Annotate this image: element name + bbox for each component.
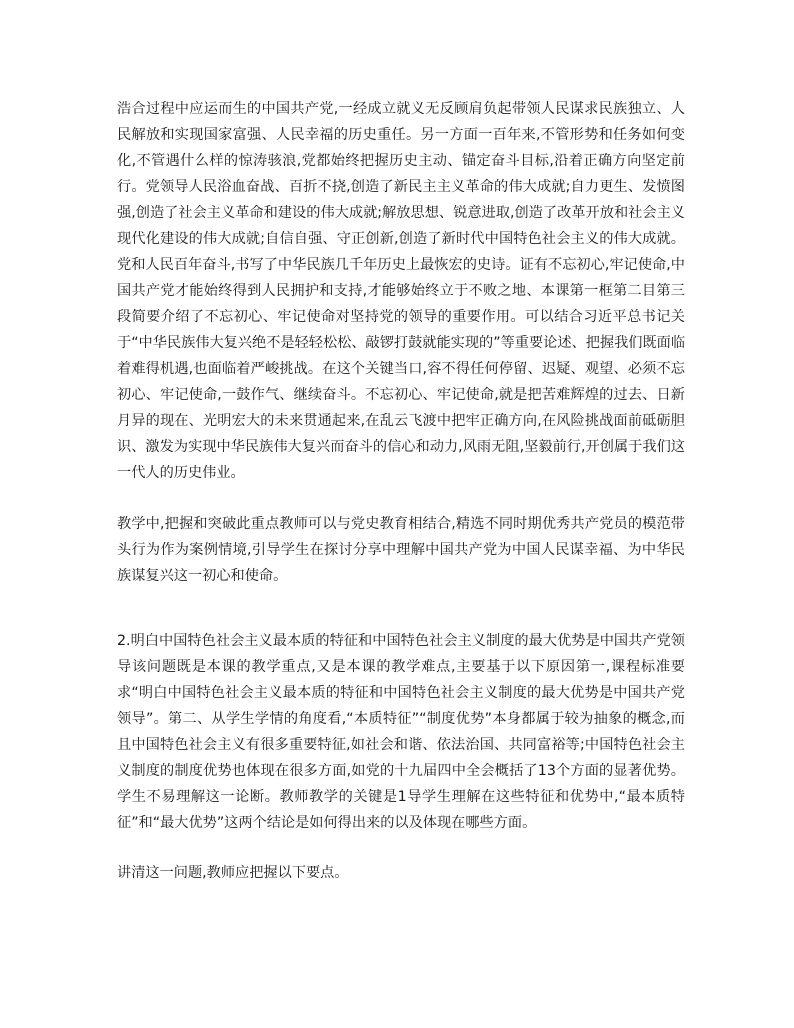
paragraph-lead-in: 讲清这一问题,教师应把握以下要点。 bbox=[117, 865, 349, 881]
paragraph-key-point-2: 2.明白中国特色社会主义最本质的特征和中国特色社会主义制度的最大优势是中国共产党领导该问题既是本课的教学重点,又是本课的教学难点,主要基于以下原因第一,课程标准要求“明白中国特色社会主义最本质的特征和中国特色社会主义制度的最大优势是中国共产党领导”。第二、从学生学情的角度看,“本质特征”“制度优势”本身都属于较为抽象的概念,而且中国特色社会主义有很多重要特征,如社会和谐、依法治国、共同富裕等;中国特色社会主义制度的制度优势也体现在很多方面,如党的十九届四中全会概括了13个方面的显著优势。学生不易理解这一论断。教师教学的关键是1导学生理解在这些特征和优势中,“最本质特征”和“最大优势”这两个结论是如何得出来的以及体现在哪些方面。 bbox=[117, 633, 685, 831]
paragraph-teaching-method: 教学中,把握和突破此重点教师可以与党史教育相结合,精选不同时期优秀共产党员的模范带头行为作为案例情境,引导学生在探讨分享中理解中国共产党为中国人民谋幸福、为中华民族谋复兴这一初心和使命。 bbox=[117, 516, 685, 584]
paragraph-historical-mission: 浩合过程中应运而生的中国共产党,一经成立就义无反顾肩负起带领人民谋求民族独立、人民解放和实现国家富强、人民幸福的历史重任。另一方面一百年来,不管形势和任务如何变化,不管遇什么样的惊涛骇浪,党都始终把握历史主动、锚定奋斗目标,沿着正确方向坚定前行。党领导人民浴血奋战、百折不挠,创造了新民主主义革命的伟大成就;自力更生、发愤图强,创造了社会主义革命和建设的伟大成就;解放思想、锐意进取,创造了改革开放和社会主义现代化建设的伟大成就;自信自强、守正创新,创造了新时代中国特色社会主义的伟大成就。党和人民百年奋斗,书写了中华民族几千年历史上最恢宏的史诗。证有不忘初心,牢记使命,中国共产党才能始终得到人民拥护和支持,才能够始终立于不败之地、本课第一框第二目第三段简要介绍了不忘初心、牢记使命对坚持党的领导的重要作用。可以结合习近平总书记关于“中华民族伟大复兴绝不是轻轻松松、敲锣打鼓就能实现的”等重要论述、把握我们既面临着难得机遇,也面临着严峻挑战。在这个关键当口,容不得任何停留、迟疑、观望、必须不忘初心、牢记使命,一鼓作气、继续奋斗。不忘初心、牢记使命,就是把苦难辉煌的过去、日新月异的现在、光明宏大的未来贯通起来,在乱云飞渡中把牢正确方向,在风险挑战面前砥砺胆识、激发为实现中华民族伟大复兴而奋斗的信心和动力,风雨无阻,坚毅前行,开创属于我们这一代人的历史伟业。 bbox=[117, 101, 686, 481]
